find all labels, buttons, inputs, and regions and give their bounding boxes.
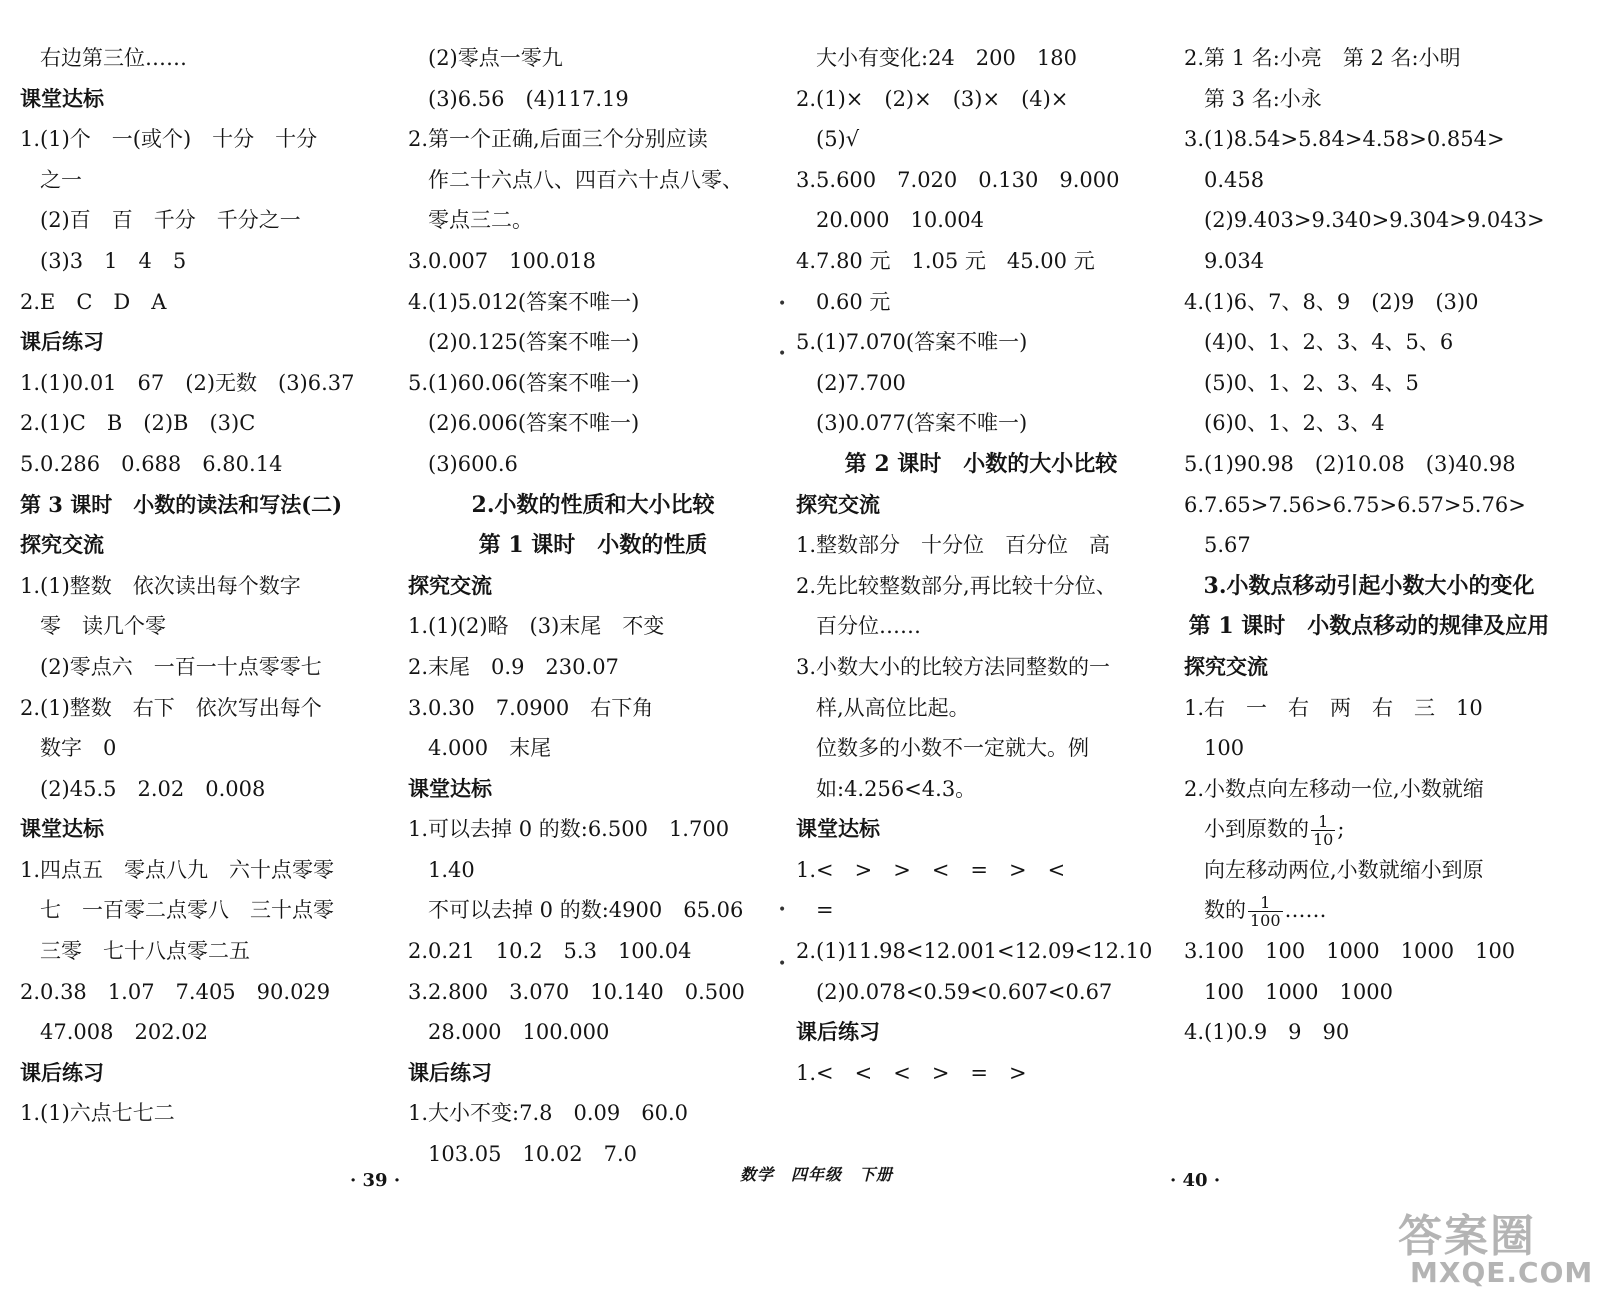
line-text: 课后练习 xyxy=(796,1019,880,1045)
answer-line xyxy=(408,403,778,444)
answer-line xyxy=(796,160,1166,201)
answer-line xyxy=(408,1093,778,1134)
answer-line xyxy=(796,119,1166,160)
line-text: 9.034 xyxy=(1204,248,1265,273)
line-text: 100 xyxy=(1204,736,1245,761)
line-text: 如:4.256<4.3。 xyxy=(816,776,977,801)
line-text: 3.小数点移动引起小数大小的变化 xyxy=(1203,572,1535,599)
column-3 xyxy=(796,38,1166,1093)
answer-line xyxy=(408,1134,778,1175)
line-text: 1.整数部分 十分位 百分位 高 xyxy=(796,533,1111,558)
line-text: 1.40 xyxy=(428,857,475,882)
line-text: 0.60 元 xyxy=(816,289,891,314)
answer-line xyxy=(1184,79,1554,120)
answer-line xyxy=(1184,160,1554,201)
answer-line xyxy=(796,890,1166,931)
line-text: (2)零点六 一百一十点零零七 xyxy=(40,654,322,679)
answer-line xyxy=(20,728,390,769)
line-text: (3)600.6 xyxy=(428,451,518,476)
answer-line xyxy=(796,200,1166,241)
answer-line xyxy=(1184,809,1554,850)
line-text: 4.(1)0.9 9 90 xyxy=(1184,1020,1350,1045)
answer-line xyxy=(408,160,778,201)
line-text: 第 1 课时 小数的性质 xyxy=(478,532,708,559)
line-text: 探究交流 xyxy=(408,572,492,598)
line-text: 课堂达标 xyxy=(20,85,104,111)
column-1 xyxy=(20,38,390,1134)
line-text: (3)0.077(答案不唯一) xyxy=(816,411,1028,436)
line-text: = xyxy=(816,898,834,923)
margin-dot: • xyxy=(778,296,787,312)
line-text: 2.小数点向左移动一位,小数就缩 xyxy=(1184,776,1484,801)
answer-line xyxy=(796,1053,1166,1094)
line-text: 28.000 100.000 xyxy=(428,1020,610,1045)
line-text: 4.(1)5.012(答案不唯一) xyxy=(408,289,640,314)
answer-line xyxy=(408,119,778,160)
fraction-denominator: 100 xyxy=(1250,911,1281,931)
line-text: (2)9.403>9.340>9.304>9.043> xyxy=(1204,208,1545,233)
line-text: 3.(1)8.54>5.84>4.58>0.854> xyxy=(1184,127,1505,152)
line-text: 百分位…… xyxy=(816,614,921,639)
line-text: 3.5.600 7.020 0.130 9.000 xyxy=(796,167,1120,192)
answer-line xyxy=(408,972,778,1013)
line-text: 3.100 100 1000 1000 100 xyxy=(1184,939,1516,964)
answer-line xyxy=(1184,728,1554,769)
line-text: 2.E C D A xyxy=(20,289,167,314)
answer-line xyxy=(408,363,778,404)
fraction xyxy=(1248,894,1283,929)
line-text: 探究交流 xyxy=(20,532,104,558)
line-text: 1.< < < > = > xyxy=(796,1060,1027,1085)
answer-line xyxy=(20,200,390,241)
page-number-left: · 39 · xyxy=(350,1170,401,1191)
line-text: (2)7.700 xyxy=(816,370,906,395)
answer-line xyxy=(408,322,778,363)
answer-line xyxy=(20,403,390,444)
answer-line xyxy=(20,850,390,891)
line-text: 1.(1)六点七七二 xyxy=(20,1101,175,1126)
line-text: 103.05 10.02 7.0 xyxy=(428,1142,637,1167)
answer-line xyxy=(796,282,1166,323)
line-suffix: …… xyxy=(1284,898,1327,923)
line-text: 1.右 一 右 两 右 三 10 xyxy=(1184,695,1483,720)
chapter-title xyxy=(408,485,778,526)
answer-line xyxy=(20,160,390,201)
line-text: 大小有变化:24 200 180 xyxy=(816,46,1077,70)
line-text: 向左移动两位,小数就缩小到原 xyxy=(1204,857,1484,882)
line-text: 2.先比较整数部分,再比较十分位、 xyxy=(796,573,1117,598)
line-text: 1.可以去掉 0 的数:6.500 1.700 xyxy=(408,817,730,842)
answer-line xyxy=(796,931,1166,972)
section-heading xyxy=(20,525,390,566)
answer-line xyxy=(1184,688,1554,729)
answer-line xyxy=(796,566,1166,607)
line-text: 5.0.286 0.688 6.80.14 xyxy=(20,451,283,476)
line-text: 4.(1)6、7、8、9 (2)9 (3)0 xyxy=(1184,289,1479,314)
answer-line xyxy=(408,728,778,769)
line-text: (6)0、1、2、3、4 xyxy=(1204,411,1385,436)
answer-line xyxy=(20,119,390,160)
line-text: 三零 七十八点零二五 xyxy=(40,939,250,964)
line-text: 100 1000 1000 xyxy=(1204,979,1393,1004)
line-text: (4)0、1、2、3、4、5、6 xyxy=(1204,330,1454,355)
fraction-numerator: 1 xyxy=(1248,894,1283,912)
answer-line xyxy=(796,322,1166,363)
answer-line xyxy=(408,1012,778,1053)
line-text: (2)0.125(答案不唯一) xyxy=(428,330,640,355)
answer-line xyxy=(1184,972,1554,1013)
line-text: 课堂达标 xyxy=(796,816,880,842)
line-text: 探究交流 xyxy=(796,491,880,517)
answer-line xyxy=(20,282,390,323)
section-heading xyxy=(1184,647,1554,688)
line-text: 5.(1)7.070(答案不唯一) xyxy=(796,330,1028,355)
section-heading xyxy=(20,322,390,363)
line-text: 3.小数大小的比较方法同整数的一 xyxy=(796,654,1111,679)
answer-line xyxy=(1184,119,1554,160)
line-text: 20.000 10.004 xyxy=(816,208,984,233)
answer-line xyxy=(796,606,1166,647)
answer-line xyxy=(408,809,778,850)
line-text: 第 1 课时 小数点移动的规律及应用 xyxy=(1188,613,1550,640)
line-text: 3.0.007 100.018 xyxy=(408,248,596,273)
line-text: 课后练习 xyxy=(408,1059,492,1085)
line-text: 2.第一个正确,后面三个分别应读 xyxy=(408,127,708,152)
line-text: 数的 xyxy=(1204,898,1246,923)
line-text: 课堂达标 xyxy=(20,816,104,842)
column-2 xyxy=(408,38,778,1175)
answer-line xyxy=(1184,38,1554,79)
section-heading xyxy=(796,1012,1166,1053)
answer-line xyxy=(408,444,778,485)
line-text: 1.(1)个 一(或个) 十分 十分 xyxy=(20,127,318,152)
line-text: 第 3 课时 小数的读法和写法(二) xyxy=(20,491,343,517)
watermark-text: 答案圈 xyxy=(1398,1211,1536,1262)
answer-line xyxy=(20,647,390,688)
answer-line xyxy=(1184,322,1554,363)
answer-line xyxy=(408,200,778,241)
answer-line xyxy=(20,241,390,282)
line-text: 小到原数的 xyxy=(1204,817,1309,842)
line-text: 七 一百零二点零八 三十点零 xyxy=(40,898,334,923)
line-text: 数字 0 xyxy=(40,736,117,761)
section-heading xyxy=(20,79,390,120)
line-text: 课后练习 xyxy=(20,1059,104,1085)
answer-line xyxy=(1184,282,1554,323)
line-text: 2.(1)11.98<12.001<12.09<12.10 xyxy=(796,939,1153,964)
answer-line xyxy=(20,688,390,729)
line-text: 1.(1)(2)略 (3)末尾 不变 xyxy=(408,614,665,639)
answer-line xyxy=(408,890,778,931)
answer-line xyxy=(408,282,778,323)
line-text: 3.2.800 3.070 10.140 0.500 xyxy=(408,979,745,1004)
line-text: 4.000 末尾 xyxy=(428,736,552,761)
answer-line xyxy=(20,1093,390,1134)
line-text: 4.7.80 元 1.05 元 45.00 元 xyxy=(796,248,1095,273)
watermark-logo xyxy=(1398,1200,1594,1300)
line-text: 样,从高位比起。 xyxy=(816,695,970,720)
line-text: 右边第三位…… xyxy=(40,46,187,70)
line-text: 1.四点五 零点八九 六十点零零 xyxy=(20,857,335,882)
answer-line xyxy=(20,769,390,810)
answer-line xyxy=(408,38,778,79)
line-text: (3)6.56 (4)117.19 xyxy=(428,86,629,111)
line-text: 之一 xyxy=(40,167,82,192)
line-text: 2.0.21 10.2 5.3 100.04 xyxy=(408,939,692,964)
answer-line xyxy=(1184,485,1554,526)
line-text: 1.(1)整数 依次读出每个数字 xyxy=(20,573,301,598)
line-text: 第 2 课时 小数的大小比较 xyxy=(844,450,1118,477)
section-heading xyxy=(408,566,778,607)
answer-line xyxy=(796,363,1166,404)
chapter-title xyxy=(796,444,1166,485)
answer-line xyxy=(408,931,778,972)
answer-line xyxy=(20,566,390,607)
margin-dot: • xyxy=(778,346,787,362)
answer-line xyxy=(20,931,390,972)
answer-line xyxy=(796,525,1166,566)
section-heading xyxy=(796,485,1166,526)
answer-line xyxy=(1184,200,1554,241)
line-text: 2.(1)整数 右下 依次写出每个 xyxy=(20,695,322,720)
line-text: 探究交流 xyxy=(1184,653,1268,679)
answer-line xyxy=(1184,525,1554,566)
answer-line xyxy=(408,850,778,891)
answer-line xyxy=(1184,890,1554,931)
answer-line xyxy=(20,38,390,79)
answer-line xyxy=(796,79,1166,120)
line-text: (3)3 1 4 5 xyxy=(40,248,187,273)
line-suffix: ; xyxy=(1337,817,1345,842)
line-text: 2.小数的性质和大小比较 xyxy=(471,491,715,518)
page-number-right: · 40 · xyxy=(1170,1170,1221,1191)
column-4 xyxy=(1184,38,1554,1053)
answer-line xyxy=(796,850,1166,891)
answer-line xyxy=(20,363,390,404)
line-text: (5)0、1、2、3、4、5 xyxy=(1204,370,1419,395)
answer-line xyxy=(20,890,390,931)
answer-line xyxy=(1184,850,1554,891)
line-text: 2.末尾 0.9 230.07 xyxy=(408,654,619,679)
line-text: (2)0.078<0.59<0.607<0.67 xyxy=(816,979,1113,1004)
line-text: (2)45.5 2.02 0.008 xyxy=(40,776,266,801)
answer-line xyxy=(20,972,390,1013)
margin-dot: • xyxy=(778,956,787,972)
book-footer: 数学 四年级 下册 xyxy=(740,1165,894,1184)
line-text: 5.(1)90.98 (2)10.08 (3)40.98 xyxy=(1184,451,1516,476)
chapter-title xyxy=(1184,606,1554,647)
chapter-title xyxy=(1184,566,1554,607)
answer-line xyxy=(20,1012,390,1053)
answer-line xyxy=(796,688,1166,729)
answer-line xyxy=(408,606,778,647)
section-heading xyxy=(408,1053,778,1094)
line-text: 3.0.30 7.0900 右下角 xyxy=(408,695,654,720)
chapter-title xyxy=(408,525,778,566)
answer-line xyxy=(1184,403,1554,444)
line-text: 作二十六点八、四百六十点八零、 xyxy=(428,167,743,192)
line-text: 2.0.38 1.07 7.405 90.029 xyxy=(20,979,331,1004)
line-text: 位数多的小数不一定就大。例 xyxy=(816,736,1089,761)
line-text: (2)零点一零九 xyxy=(428,46,563,70)
fraction xyxy=(1311,813,1335,848)
answer-line xyxy=(408,79,778,120)
fraction-numerator: 1 xyxy=(1311,813,1335,831)
watermark-url: MXQE.COM xyxy=(1410,1256,1594,1289)
line-text: 课堂达标 xyxy=(408,775,492,801)
line-text: 5.(1)60.06(答案不唯一) xyxy=(408,370,640,395)
answer-line xyxy=(408,688,778,729)
line-text: (2)百 百 千分 千分之一 xyxy=(40,208,301,233)
line-text: 5.67 xyxy=(1204,533,1251,558)
margin-dot: • xyxy=(778,902,787,918)
answer-line xyxy=(1184,1012,1554,1053)
line-text: 课后练习 xyxy=(20,329,104,355)
answer-line xyxy=(1184,931,1554,972)
answer-line xyxy=(796,972,1166,1013)
line-text: 47.008 202.02 xyxy=(40,1020,208,1045)
line-text: 6.7.65>7.56>6.75>6.57>5.76> xyxy=(1184,492,1526,517)
answer-line xyxy=(20,606,390,647)
line-text: (2)6.006(答案不唯一) xyxy=(428,411,640,436)
answer-line xyxy=(796,38,1166,79)
answer-line xyxy=(20,444,390,485)
section-heading xyxy=(20,485,390,526)
fraction-denominator: 10 xyxy=(1313,830,1334,850)
answer-line xyxy=(796,769,1166,810)
answer-line xyxy=(408,241,778,282)
answer-line xyxy=(1184,363,1554,404)
line-text: 1.(1)0.01 67 (2)无数 (3)6.37 xyxy=(20,370,355,395)
answer-line xyxy=(1184,444,1554,485)
answer-line xyxy=(796,647,1166,688)
answer-line xyxy=(1184,769,1554,810)
line-text: 1.大小不变:7.8 0.09 60.0 xyxy=(408,1101,689,1126)
line-text: 不可以去掉 0 的数:4900 65.06 xyxy=(428,898,744,923)
answer-line xyxy=(1184,241,1554,282)
line-text: 第 3 名:小永 xyxy=(1204,86,1322,111)
line-text: 0.458 xyxy=(1204,167,1265,192)
line-text: (5)√ xyxy=(816,127,860,152)
line-text: 2.第 1 名:小亮 第 2 名:小明 xyxy=(1184,46,1461,70)
section-heading xyxy=(20,809,390,850)
section-heading xyxy=(20,1053,390,1094)
answer-line xyxy=(408,647,778,688)
line-text: 2.(1)C B (2)B (3)C xyxy=(20,411,256,436)
answer-line xyxy=(796,241,1166,282)
line-text: 零 读几个零 xyxy=(40,614,166,639)
line-text: 零点三二。 xyxy=(428,208,533,233)
section-heading xyxy=(408,769,778,810)
line-text: 1.< > > < = > < xyxy=(796,857,1066,882)
line-text: 2.(1)× (2)× (3)× (4)× xyxy=(796,86,1069,111)
answer-line xyxy=(796,728,1166,769)
answer-line xyxy=(796,403,1166,444)
section-heading xyxy=(796,809,1166,850)
